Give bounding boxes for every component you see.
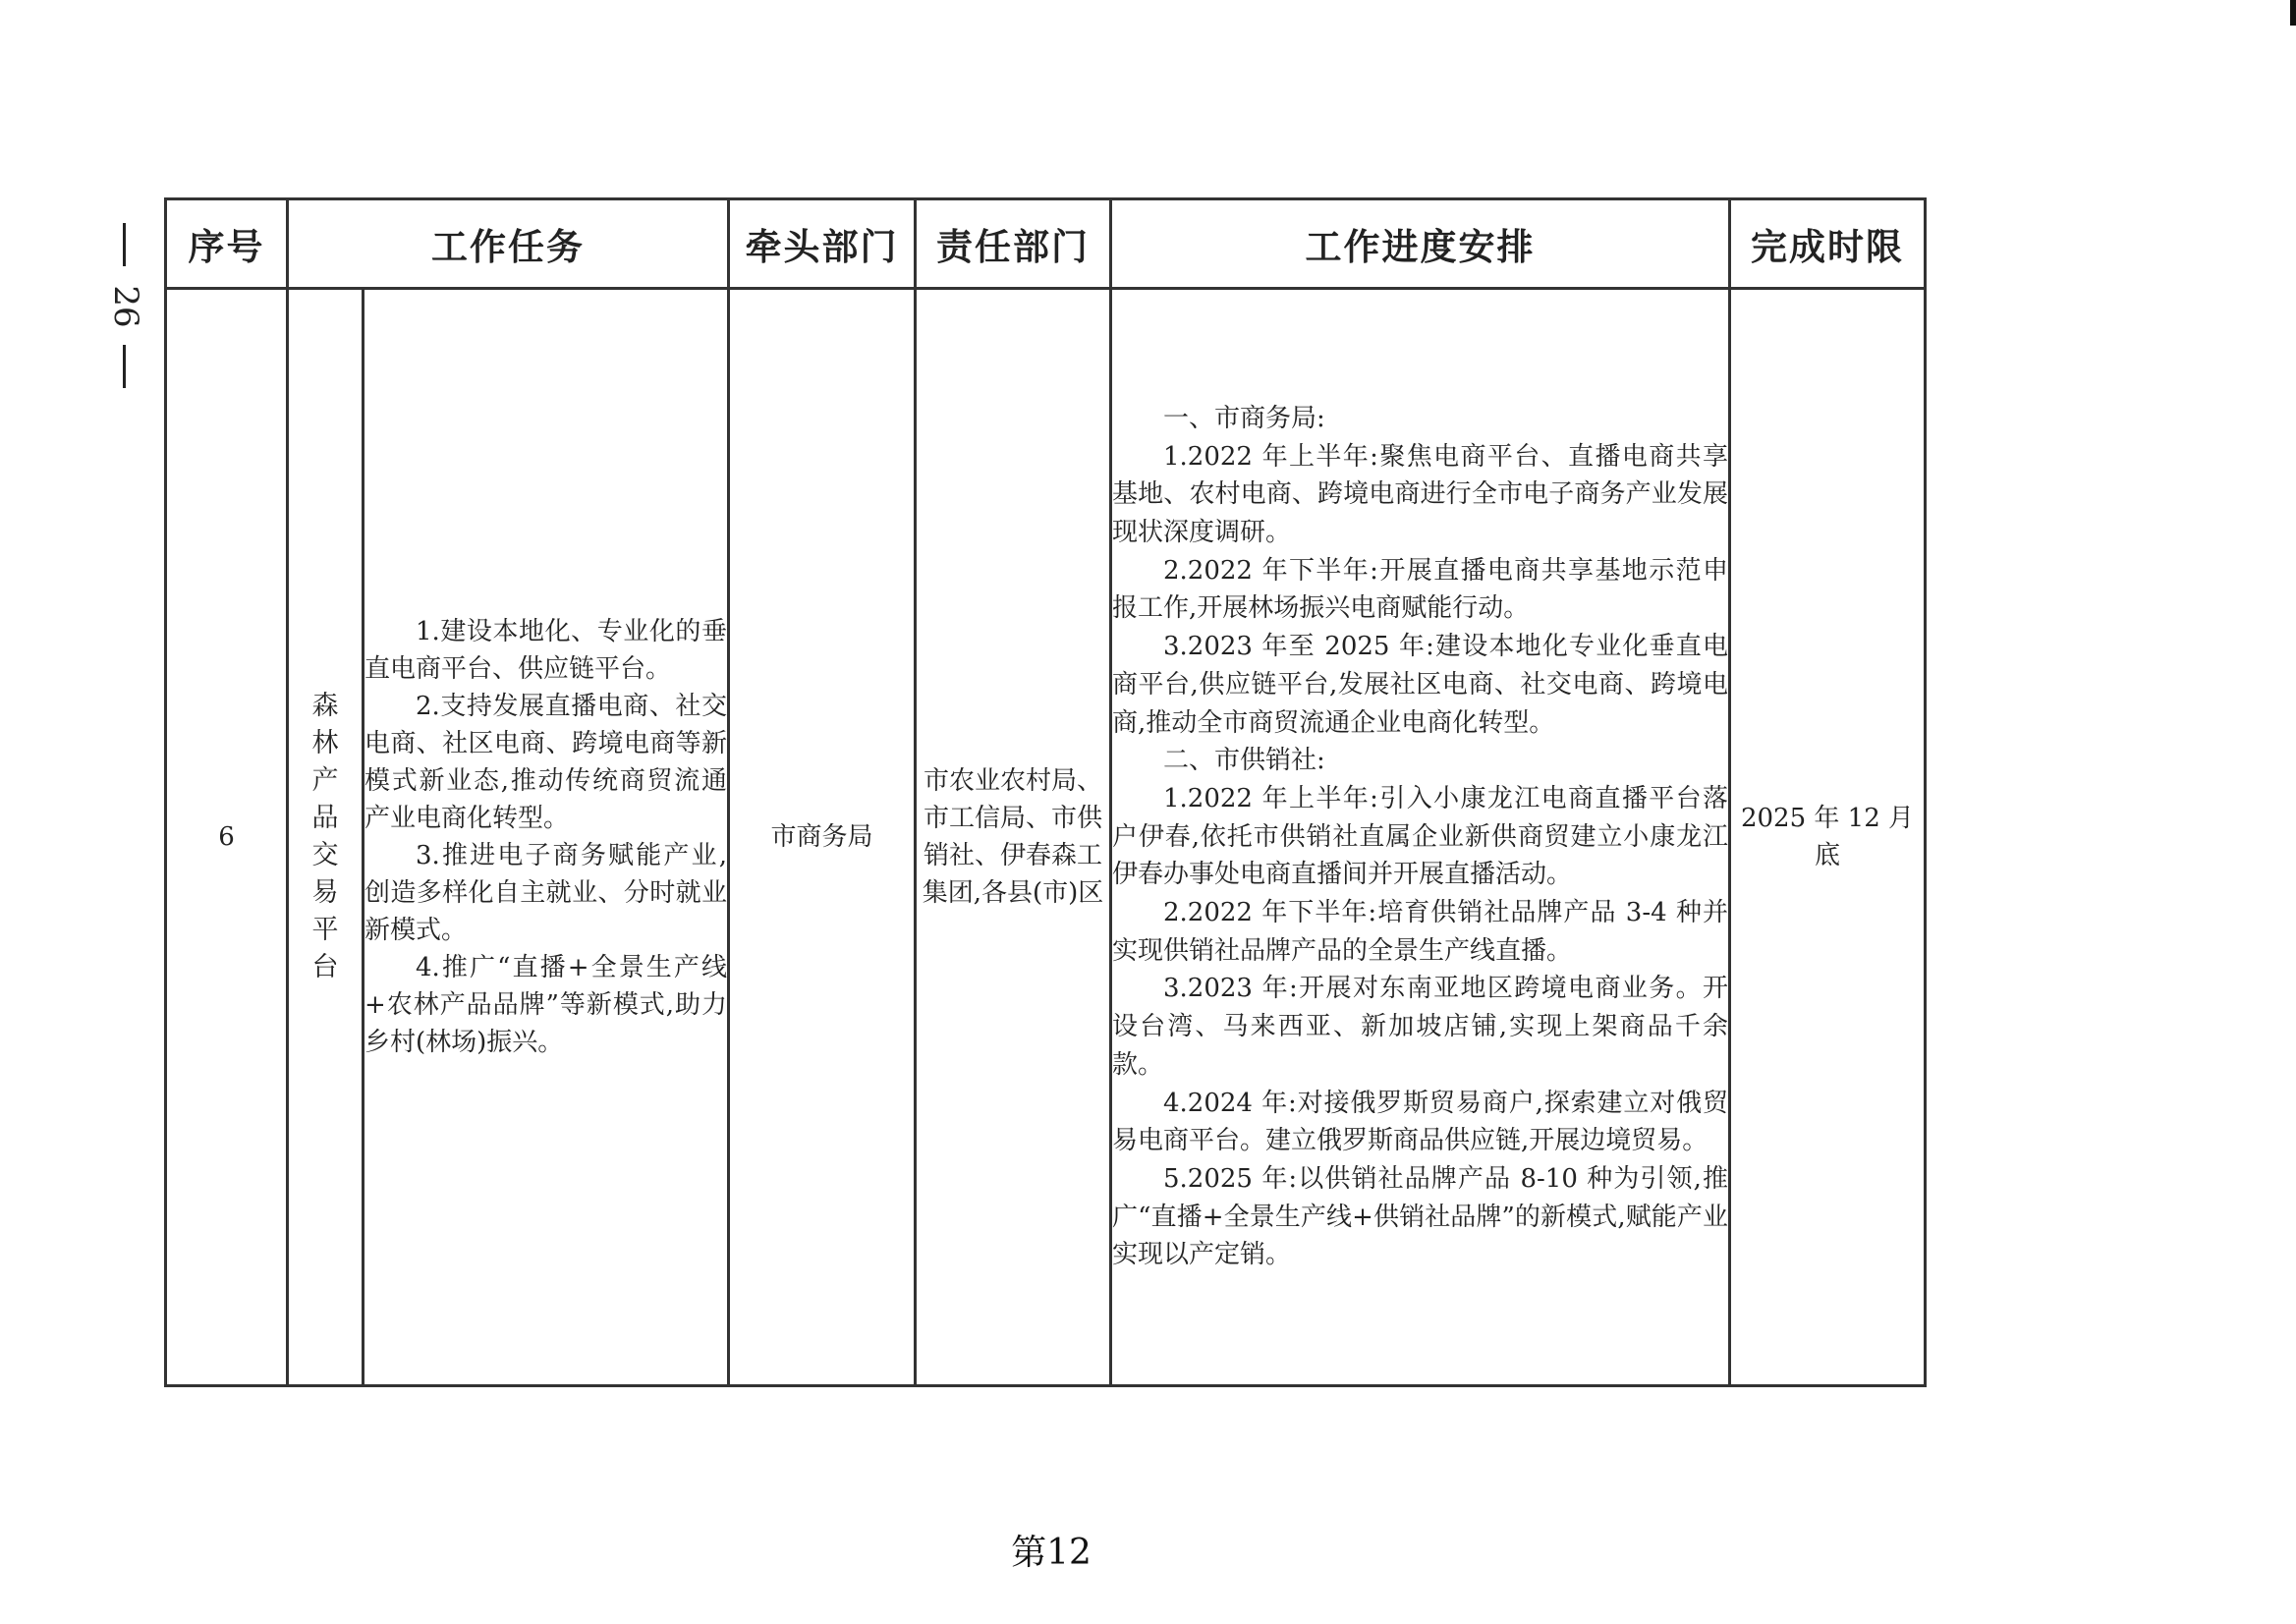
progress-item: 一、市商务局: <box>1163 403 1325 433</box>
scan-edge-mark <box>2290 0 2296 26</box>
progress-item: 二、市供销社: <box>1163 746 1325 776</box>
header-task: 工作任务 <box>288 199 729 289</box>
page-number-dash-bottom <box>123 345 126 388</box>
task-item: 3.推进电子商务赋能产业,创造多样化自主就业、分时就业新模式。 <box>364 841 727 945</box>
cell-task-category <box>288 289 364 1386</box>
cell-seq: 6 <box>166 289 288 1386</box>
footer-page-number: 第12 <box>1011 1533 1092 1573</box>
table-row <box>166 289 1926 1386</box>
cell-lead-department: 市商务局 <box>729 289 916 1386</box>
table-header-row <box>166 199 1926 289</box>
progress-item: 3.2023 年至 2025 年:建设本地化专业化垂直电商平台,供应链平台,发展社区电商、社交电商、跨境电商,推动全市商贸流通企业电商化转型。 <box>1112 632 1728 738</box>
task-category-text: 森林产品交易平台 <box>311 691 339 982</box>
cell-deadline: 2025 年 12 月底 <box>1730 289 1926 1386</box>
work-task-table-container <box>164 197 1924 1387</box>
header-lead-department: 牵头部门 <box>729 199 916 289</box>
progress-item: 1.2022 年上半年:引入小康龙江电商直播平台落户伊春,依托市供销社直属企业新供商贸建立小康龙江伊春办事处电商直播间并开展直播活动。 <box>1112 783 1728 890</box>
header-progress: 工作进度安排 <box>1111 199 1730 289</box>
progress-item: 3.2023 年:开展对东南亚地区跨境电商业务。开设台湾、马来西亚、新加坡店铺,实现上架商品千余款。 <box>1112 974 1728 1080</box>
progress-item: 4.2024 年:对接俄罗斯贸易商户,探索建立对俄贸易电商平台。建立俄罗斯商品供应链,开展边境贸易。 <box>1112 1088 1728 1156</box>
cell-responsible-departments: 市农业农村局、市工信局、市供销社、伊春森工集团,各县(市)区 <box>916 289 1111 1386</box>
task-item: 2.支持发展直播电商、社交电商、社区电商、跨境电商等新模式新业态,推动传统商贸流通产业电商化转型。 <box>364 692 727 833</box>
progress-item: 1.2022 年上半年:聚焦电商平台、直播电商共享基地、农村电商、跨境电商进行全市电子商务产业发展现状深度调研。 <box>1112 441 1728 548</box>
header-seq: 序号 <box>166 199 288 289</box>
progress-item: 2.2022 年下半年:开展直播电商共享基地示范申报工作,开展林场振兴电商赋能行动。 <box>1112 555 1728 624</box>
side-page-number <box>96 201 155 398</box>
header-responsible-department: 责任部门 <box>916 199 1111 289</box>
task-item: 1.建设本地化、专业化的垂直电商平台、供应链平台。 <box>364 617 727 684</box>
task-item: 4.推广“直播+全景生产线+农林产品品牌”等新模式,助力乡村(林场)振兴。 <box>364 953 727 1057</box>
page-number-dash-top <box>123 223 126 266</box>
work-task-table <box>164 197 1927 1387</box>
cell-task-description <box>364 289 729 1386</box>
cell-progress <box>1111 289 1730 1386</box>
progress-item: 2.2022 年下半年:培育供销社品牌产品 3-4 种并实现供销社品牌产品的全景生产线直播。 <box>1112 898 1728 966</box>
side-page-number-text: 26 <box>106 285 145 328</box>
progress-item: 5.2025 年:以供销社品牌产品 8-10 种为引领,推广“直播+全景生产线+供销社品牌”的新模式,赋能产业实现以产定销。 <box>1112 1163 1728 1270</box>
header-deadline: 完成时限 <box>1730 199 1926 289</box>
